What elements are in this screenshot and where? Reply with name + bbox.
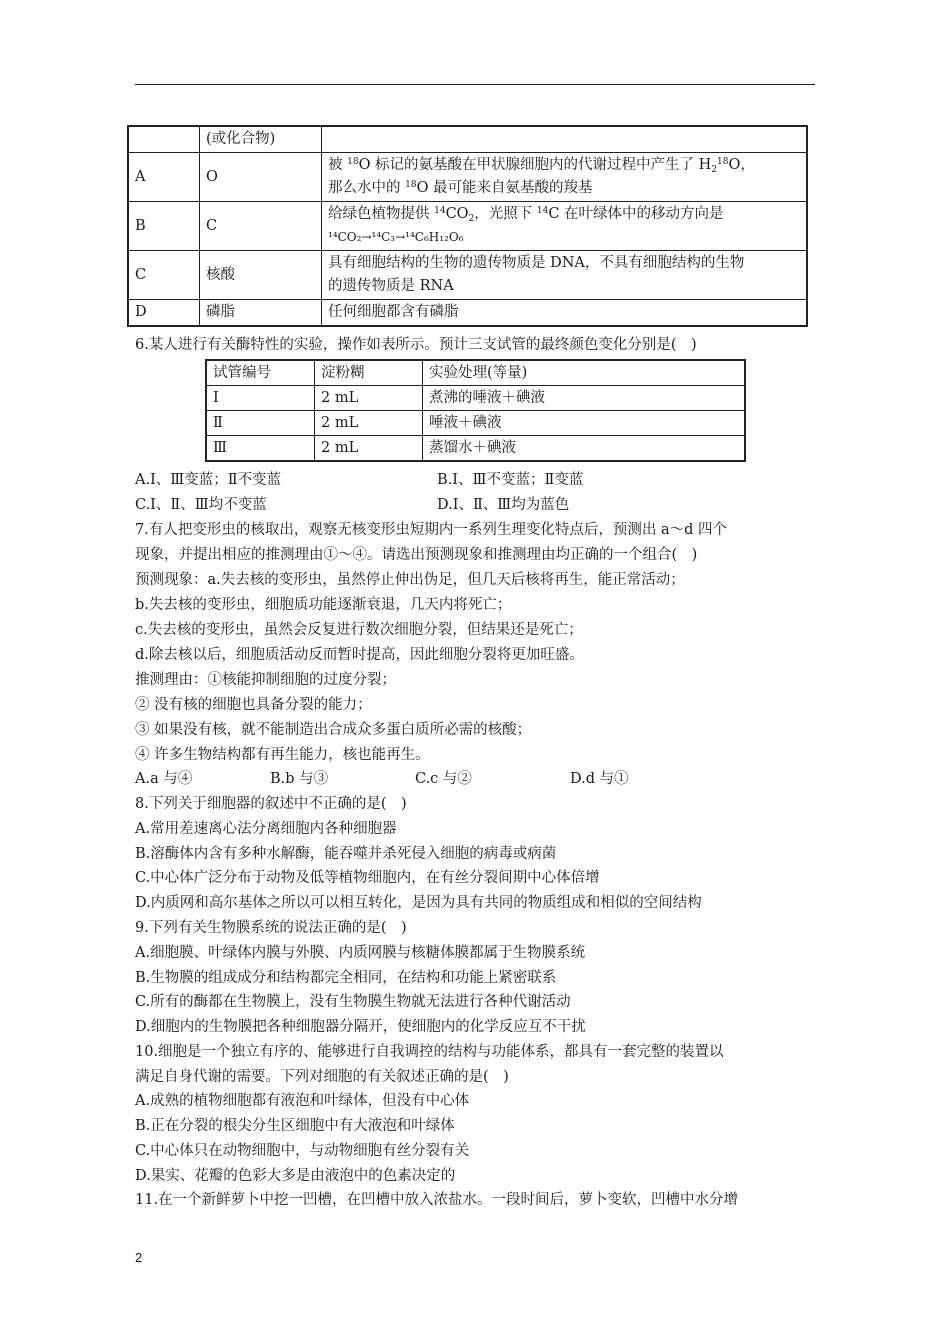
question-7-line: c.失去核的变形虫，虽然会反复进行数次细胞分裂，但结果还是死亡； [135,622,583,638]
question-7-option-d: D.d 与① [570,771,629,787]
question-6-option-d: D.Ⅰ、Ⅱ、Ⅲ均为蓝色 [437,497,570,513]
question-7-line: 预测现象：a.失去核的变形虫，虽然停止伸出伪足，但几天后核将再生，能正常活动； [135,572,685,588]
question-7-line: ② 没有核的细胞也具备分裂的能力； [135,697,372,713]
table-cell [322,126,808,153]
table-cell: 唾液＋碘液 [423,411,746,436]
table-header-cell: 实验处理(等量) [423,360,746,386]
question-10-line: A.成熟的植物细胞都有液泡和叶绿体，但没有中心体 [135,1093,470,1109]
question-8-line: C.中心体广泛分布于动物及低等植物细胞内，在有丝分裂间期中心体倍增 [135,870,600,886]
table-row [206,386,745,411]
question-9-line: D.细胞内的生物膜把各种细胞器分隔开，使细胞内的化学反应互不干扰 [135,1019,586,1035]
table-cell: 2 mL [315,436,423,462]
question-7-line: ③ 如果没有核，就不能制造出合成众多蛋白质所必需的核酸； [135,722,532,738]
element-compound-table [127,125,808,327]
table-header-row [128,126,807,153]
table-cell: Ⅲ [206,436,315,462]
question-9-line: B.生物膜的组成成分和结构都完全相同，在结构和功能上紧密联系 [135,970,557,986]
carbon-path-formula: ¹⁴CO₂→¹⁴C₃→¹⁴C₆H₁₂O₆ [328,230,464,244]
table-cell: Ⅱ [206,411,315,436]
table-cell: 煮沸的唾液＋碘液 [423,386,746,411]
table-header-cell: 淀粉糊 [315,360,423,386]
enzyme-experiment-table [205,359,746,462]
question-9-line: C.所有的酶都在生物膜上，没有生物膜生物就无法进行各种代谢活动 [135,994,571,1010]
question-8-line: 8.下列关于细胞器的叙述中不正确的是( ) [135,796,407,812]
table-row [128,153,807,202]
table-header-cell: (或化合物) [200,126,322,153]
question-11-line: 11.在一个新鲜萝卜中挖一凹槽，在凹槽中放入浓盐水。一段时间后，萝卜变软，凹槽中水分增 [135,1192,739,1208]
row-statement: 任何细胞都含有磷脂 [322,300,808,327]
question-10-line: C.中心体只在动物细胞中，与动物细胞有丝分裂有关 [135,1143,470,1159]
header-rule [135,84,815,85]
table-cell: 2 mL [315,411,423,436]
question-10-line: B.正在分裂的根尖分生区细胞中有大液泡和叶绿体 [135,1118,455,1134]
table-row [128,202,807,251]
question-7-line: d.除去核以后，细胞质活动反而暂时提高，因此细胞分裂将更加旺盛。 [135,647,584,663]
table-cell: 蒸馏水＋碘液 [423,436,746,462]
row-label: B [128,202,200,251]
question-9-line: A.细胞膜、叶绿体内膜与外膜、内质网膜与核糖体膜都属于生物膜系统 [135,945,586,961]
row-statement: 具有细胞结构的生物的遗传物质是 DNA，不具有细胞结构的生物 的遗传物质是 RNA [322,251,808,300]
question-8-line: A.常用差速离心法分离细胞内各种细胞器 [135,821,397,837]
question-9-line: 9.下列有关生物膜系统的说法正确的是( ) [135,920,407,936]
row-element: 核酸 [200,251,322,300]
question-10-line: 满足自身代谢的需要。下列对细胞的有关叙述正确的是( ) [135,1069,509,1085]
question-8-line: D.内质网和高尔基体之所以可以相互转化，是因为具有共同的物质组成和相似的空间结构 [135,895,702,911]
row-element: O [200,153,322,202]
table-cell: Ⅰ [206,386,315,411]
question-7-option-c: C.c 与② [415,771,472,787]
table-cell: 2 mL [315,386,423,411]
question-6-stem: 6.某人进行有关酶特性的实验，操作如表所示。预计三支试管的最终颜色变化分别是( ) [135,337,697,353]
question-7-line: 现象，并提出相应的推测理由①～④。请选出预测现象和推测理由均正确的一个组合( ) [135,547,698,563]
page-number: 2 [135,1250,143,1265]
row-label: D [128,300,200,327]
table-row [128,300,807,327]
table-header-row [206,360,745,386]
question-6-option-b: B.Ⅰ、Ⅲ不变蓝；Ⅱ变蓝 [437,472,584,488]
table-row [206,436,745,462]
question-7-line: 7.有人把变形虫的核取出，观察无核变形虫短期内一系列生理变化特点后，预测出 a～d 四个 [135,522,727,538]
question-7-line: b.失去核的变形虫，细胞质功能逐渐衰退，几天内将死亡； [135,597,512,613]
question-10-line: 10.细胞是一个独立有序的、能够进行自我调控的结构与功能体系，都具有一套完整的装置以 [135,1044,724,1060]
question-7-option-b: B.b 与③ [270,771,329,787]
table-row [206,411,745,436]
question-6-option-c: C.Ⅰ、Ⅱ、Ⅲ均不变蓝 [135,497,267,513]
row-statement: 被 $^{18}$O 标记的氨基酸在甲状腺细胞内的代谢过程中产生了 $H_2^{18}O$， 那么水中的 $^{18}$O 最可能来自氨基酸的羧基 [322,153,808,202]
question-8-line: B.溶酶体内含有多种水解酶，能吞噬并杀死侵入细胞的病毒或病菌 [135,846,557,862]
question-7-line: 推测理由：①核能抑制细胞的过度分裂； [135,672,396,688]
table-cell [128,126,200,153]
row-element: 磷脂 [200,300,322,327]
question-6-option-a: A.Ⅰ、Ⅲ变蓝；Ⅱ不变蓝 [135,472,282,488]
row-label: A [128,153,200,202]
question-10-line: D.果实、花瓣的色彩大多是由液泡中的色素决定的 [135,1168,456,1184]
row-label: C [128,251,200,300]
row-statement: 给绿色植物提供 $^{14}CO_2$，光照下 $^{14}$C 在叶绿体中的移动方向是 ¹⁴CO₂→¹⁴C₃→¹⁴C₆H₁₂O₆ [322,202,808,251]
table-row [128,251,807,300]
question-7-line: ④ 许多生物结构都有再生能力，核也能再生。 [135,747,430,763]
question-7-option-a: A.a 与④ [135,771,193,787]
table-header-cell: 试管编号 [206,360,315,386]
row-element: C [200,202,322,251]
